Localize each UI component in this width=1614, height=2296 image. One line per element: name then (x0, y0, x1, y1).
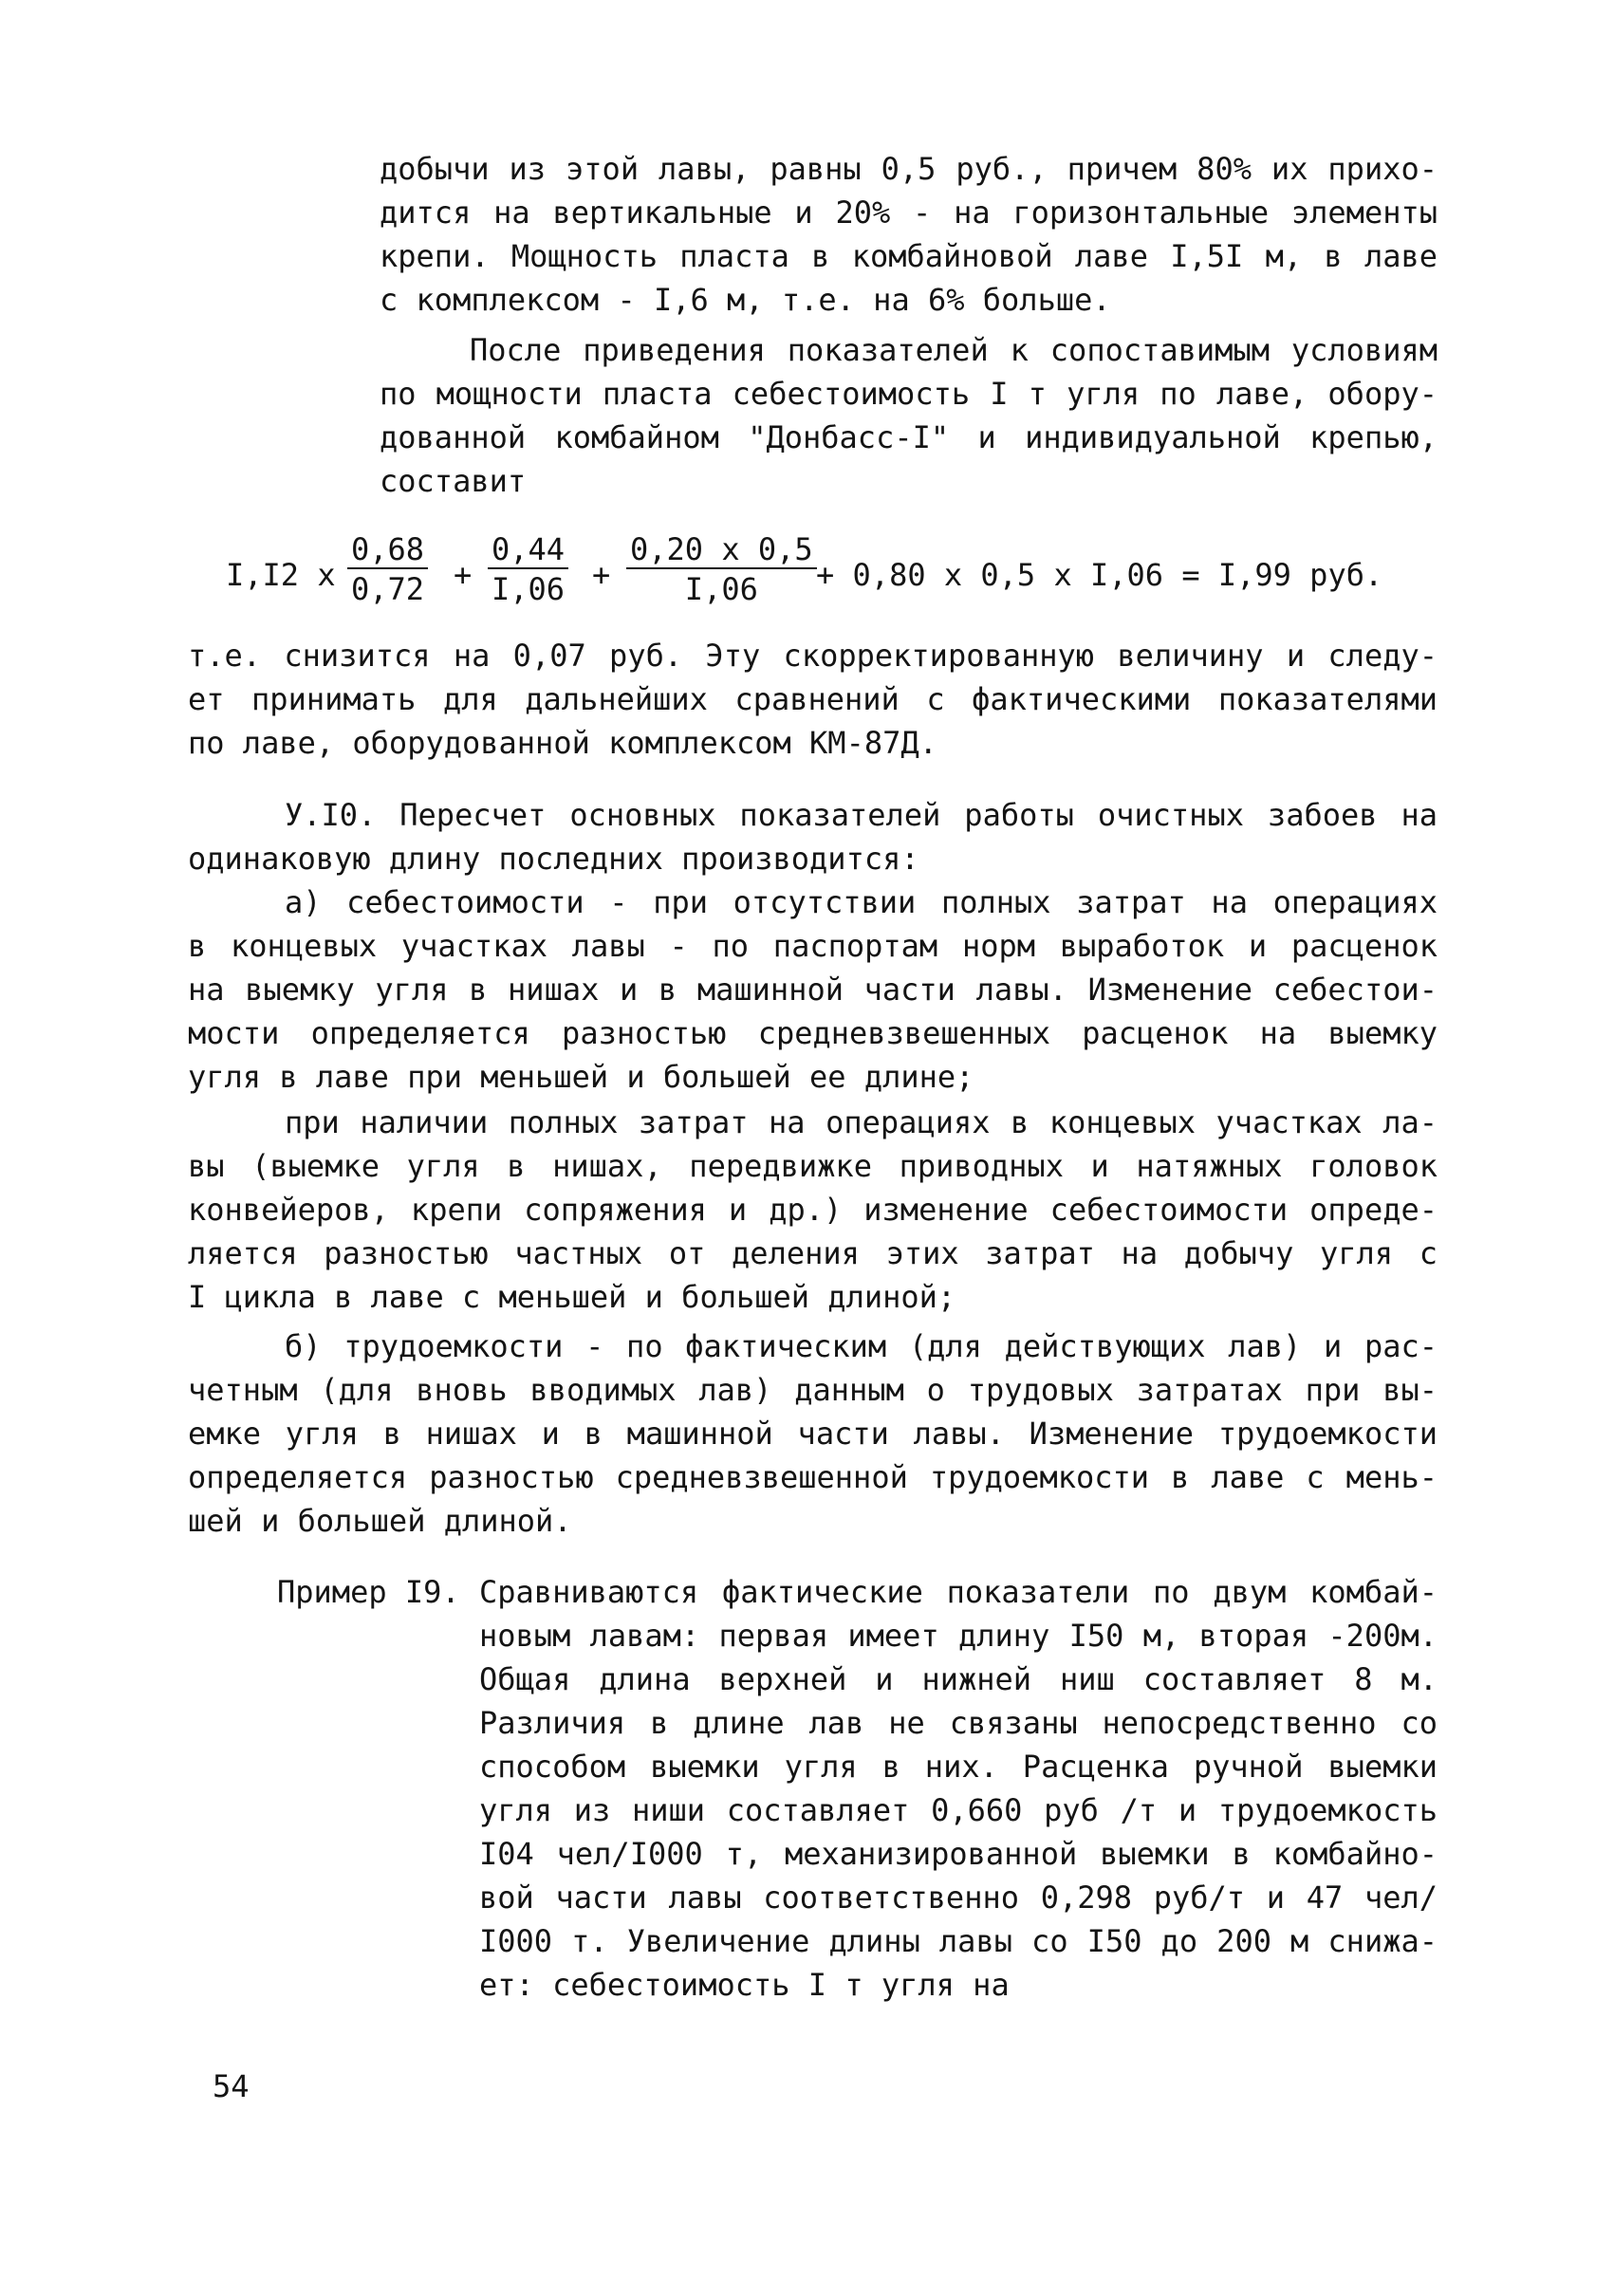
text-line: в концевых участках лавы - по паспортам норм выработок и расценок (188, 928, 1438, 964)
formula-lead: I,I2 x (226, 557, 336, 593)
text-line: Общая длина верхней и нижней ниш составляет 8 м. (479, 1661, 1438, 1697)
plus-sign: + (592, 557, 611, 593)
text-line: добычи из этой лавы, равны 0,5 руб., причем 80% их прихо- (380, 151, 1438, 187)
fraction-3-numerator: 0,20 x 0,5 (626, 531, 817, 569)
text-line: I000 т. Увеличение длины лавы со I50 до 200 м снижа- (479, 1923, 1438, 1959)
plus-sign: + (454, 557, 473, 593)
cost-formula (226, 531, 1459, 626)
fraction-1 (347, 531, 428, 609)
text-line: дится на вертикальные и 20% - на горизонтальные элементы (380, 194, 1438, 231)
text-line: I цикла в лаве с меньшей и большей длиной; (188, 1279, 956, 1315)
fraction-3-denominator: I,06 (684, 571, 758, 607)
text-line: После приведения показателей к сопоставимым условиям (470, 332, 1438, 368)
text-line: угля в лаве при меньшей и большей ее длине; (188, 1059, 974, 1095)
formula-tail: + 0,80 x 0,5 x I,06 = I,99 руб. (816, 557, 1383, 593)
fraction-1-denominator: 0,72 (351, 571, 425, 607)
text-line: ет принимать для дальнейших сравнений с фактическими показателями (188, 681, 1438, 717)
text-line: Сравниваются фактические показатели по двум комбай- (479, 1574, 1438, 1610)
text-line: одинаковую длину последних производится: (188, 841, 919, 877)
text-line: конвейеров, крепи сопряжения и др.) изменение себестоимости опреде- (188, 1192, 1438, 1228)
text-line: крепи. Мощность пласта в комбайновой лаве I,5I м, в лаве (380, 238, 1438, 274)
fraction-2 (488, 531, 568, 609)
text-line: мости определяется разностью средневзвешенных расценок на выемку (188, 1015, 1438, 1051)
text-line: шей и большей длиной. (188, 1503, 572, 1539)
text-line: по лаве, оборудованной комплексом КМ-87Д. (188, 725, 937, 761)
text-line: вой части лавы соответственно 0,298 руб/т и 47 чел/ (479, 1879, 1438, 1916)
text-line: способом выемки угля в них. Расценка ручной выемки (479, 1749, 1438, 1785)
text-line: дованной комбайном "Донбасс-I" и индивидуальной крепью, (380, 419, 1438, 455)
text-line: Различия в длине лав не связаны непосредственно со (479, 1705, 1438, 1741)
text-line: с комплексом - I,6 м, т.е. на 6% больше. (380, 282, 1111, 318)
example-label: Пример I9. (277, 1574, 460, 1610)
fraction-1-numerator: 0,68 (347, 531, 428, 569)
text-line: ет: себестоимость I т угля на (479, 1967, 1010, 2003)
list-item-line: б) трудоемкости - по фактическим (для действующих лав) и рас- (285, 1328, 1438, 1364)
text-line: I04 чел/I000 т, механизированной выемки в комбайно- (479, 1836, 1438, 1872)
fraction-2-numerator: 0,44 (488, 531, 568, 569)
text-line: емке угля в нишах и в машинной части лавы. Изменение трудоемкости (188, 1416, 1438, 1452)
text-line: вы (выемке угля в нишах, передвижке приводных и натяжных головок (188, 1148, 1438, 1184)
text-line: т.е. снизится на 0,07 руб. Эту скорректированную величину и следу- (188, 638, 1438, 674)
text-line: при наличии полных затрат на операциях в концевых участках ла- (285, 1104, 1438, 1140)
text-line: по мощности пласта себестоимость I т угля по лаве, обору- (380, 376, 1438, 412)
page-number: 54 (213, 2068, 250, 2104)
text-line: на выемку угля в нишах и в машинной части лавы. Изменение себестои- (188, 972, 1438, 1008)
fraction-2-denominator: I,06 (492, 571, 566, 607)
text-line: новым лавам: первая имеет длину I50 м, вторая -200м. (479, 1618, 1438, 1654)
text-line: ляется разностью частных от деления этих затрат на добычу угля с (188, 1235, 1438, 1271)
fraction-3 (626, 531, 817, 609)
text-line: определяется разностью средневзвешенной трудоемкости в лаве с мень- (188, 1459, 1438, 1495)
list-item-line: а) себестоимости - при отсутствии полных затрат на операциях (285, 884, 1438, 920)
text-line: четным (для вновь вводимых лав) данным о трудовых затратах при вы- (188, 1372, 1438, 1408)
text-line: составит (380, 463, 527, 499)
text-line: угля из ниши составляет 0,660 руб /т и трудоемкость (479, 1792, 1438, 1828)
section-heading-line: У.I0. Пересчет основных показателей работы очистных забоев на (285, 797, 1438, 833)
